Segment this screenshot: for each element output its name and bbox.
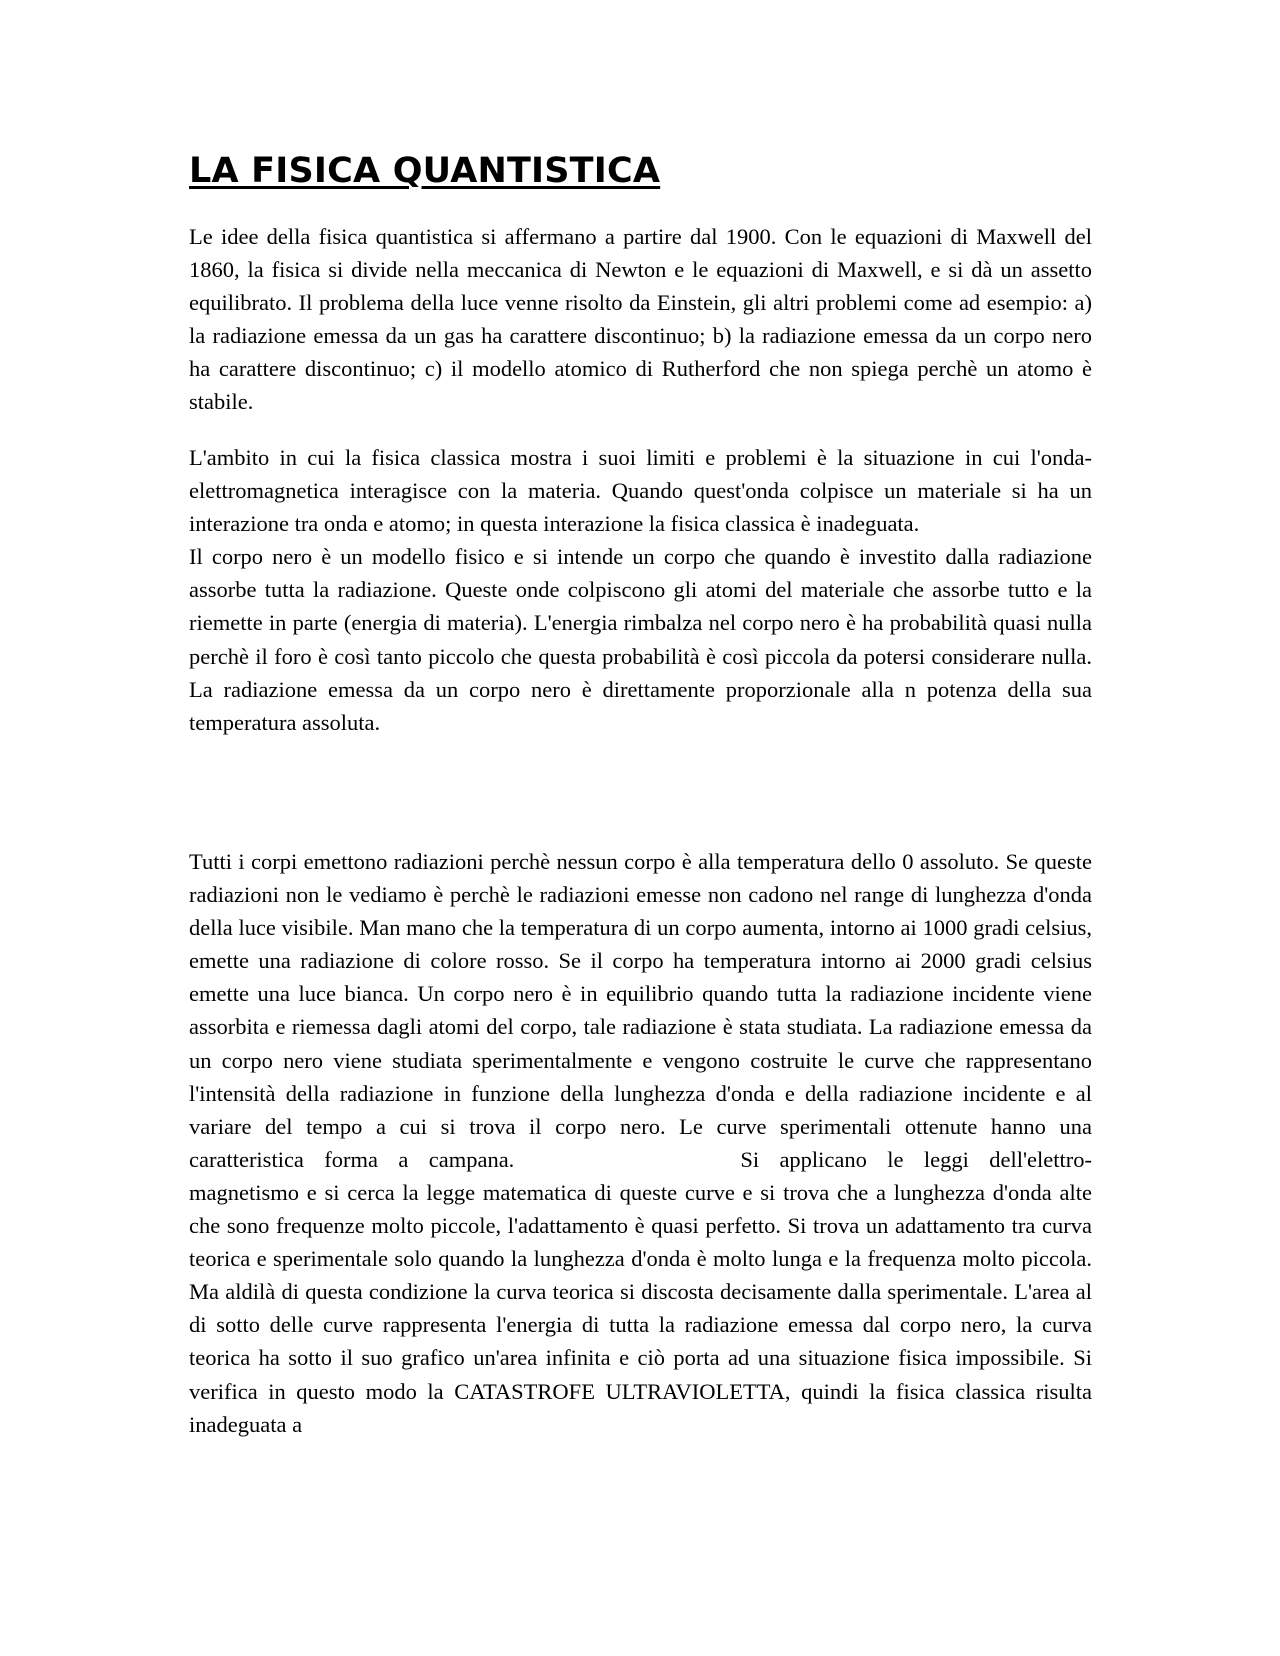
page-title: LA FISICA QUANTISTICA (189, 151, 661, 191)
paragraph (189, 845, 1092, 1441)
text-block-radiation (189, 845, 1092, 1441)
paragraph-text-part-2: Si applicano le leggi dell'elettro-magnetismo e si cerca la legge matematica di queste curve e si trova che a lunghezza d'onda alte che sono frequenze molto piccole, l'adattamento è quasi perfetto. Si trova un adattamento tra curva teorica e sperimentale solo quando la lunghezza d'onda è molto lunga e la frequenza molto piccola. Ma aldilà di questa condizione la curva teorica si discosta decisamente dalla sperimentale. L'area al di sotto delle curve rappresenta l'energia di tutta la radiazione emessa dal corpo nero, la curva teorica ha sotto il suo grafico un'area infinita e ciò porta ad una situazione fisica impossibile. Si verifica in questo modo la CATASTROFE ULTRAVIOLETTA, quindi la fisica classica risulta inadeguata a (189, 1146, 1092, 1437)
paragraph-text-part-1: Tutti i corpi emettono radiazioni perchè nessun corpo è alla temperatura dello 0 assoluto. Se queste radiazioni non le vediamo è perchè le radiazioni emesse non cadono nel range di lunghezza d'onda della luce visibile. Man mano che la temperatura di un corpo aumenta, intorno ai 1000 gradi celsius, emette una radiazione di colore rosso. Se il corpo ha temperatura intorno ai 2000 gradi celsius emette una luce bianca. Un corpo nero è in equilibrio quando tutta la radiazione incidente viene assorbita e riemessa dagli atomi del corpo, tale radiazione è stata studiata. La radiazione emessa da un corpo nero viene studiata sperimentalmente e vengono costruite le curve che rappresentano l'intensità della radiazione in funzione della lunghezza d'onda e della radiazione incidente e al variare del tempo a cui si trova il corpo nero. Le curve sperimentali ottenute hanno una caratteristica forma a campana. (189, 849, 1092, 1172)
paragraph: L'ambito in cui la fisica classica mostra i suoi limiti e problemi è la situazione in cui l'onda-elettromagnetica interagisce con la materia. Quando quest'onda colpisce un materiale si ha un interazione tra onda e atomo; in questa interazione la fisica classica è inadeguata. (189, 445, 1092, 537)
text-block-intro (189, 220, 1092, 419)
paragraph: Le idee della fisica quantistica si affermano a partire dal 1900. Con le equazioni di Maxwell del 1860, la fisica si divide nella meccanica di Newton e le equazioni di Maxwell, e si dà un assetto equilibrato. Il problema della luce venne risolto da Einstein, gli altri problemi come ad esempio: a) la radiazione emessa da un gas ha carattere discontinuo; b) la radiazione emessa da un corpo nero ha carattere discontinuo; c) il modello atomico di Rutherford che non spiega perchè un atomo è stabile. (189, 224, 1092, 415)
text-block-black-body (189, 441, 1092, 739)
paragraph: Il corpo nero è un modello fisico e si intende un corpo che quando è investito dalla radiazione assorbe tutta la radiazione. Queste onde colpiscono gli atomi del materiale che assorbe tutto e la riemette in parte (energia di materia). L'energia rimbalza nel corpo nero è ha probabilità quasi nulla perchè il foro è così tanto piccolo che questa probabilità è così piccola da potersi considerare nulla. La radiazione emessa da un corpo nero è direttamente proporzionale alla n potenza della sua temperatura assoluta. (189, 544, 1092, 735)
